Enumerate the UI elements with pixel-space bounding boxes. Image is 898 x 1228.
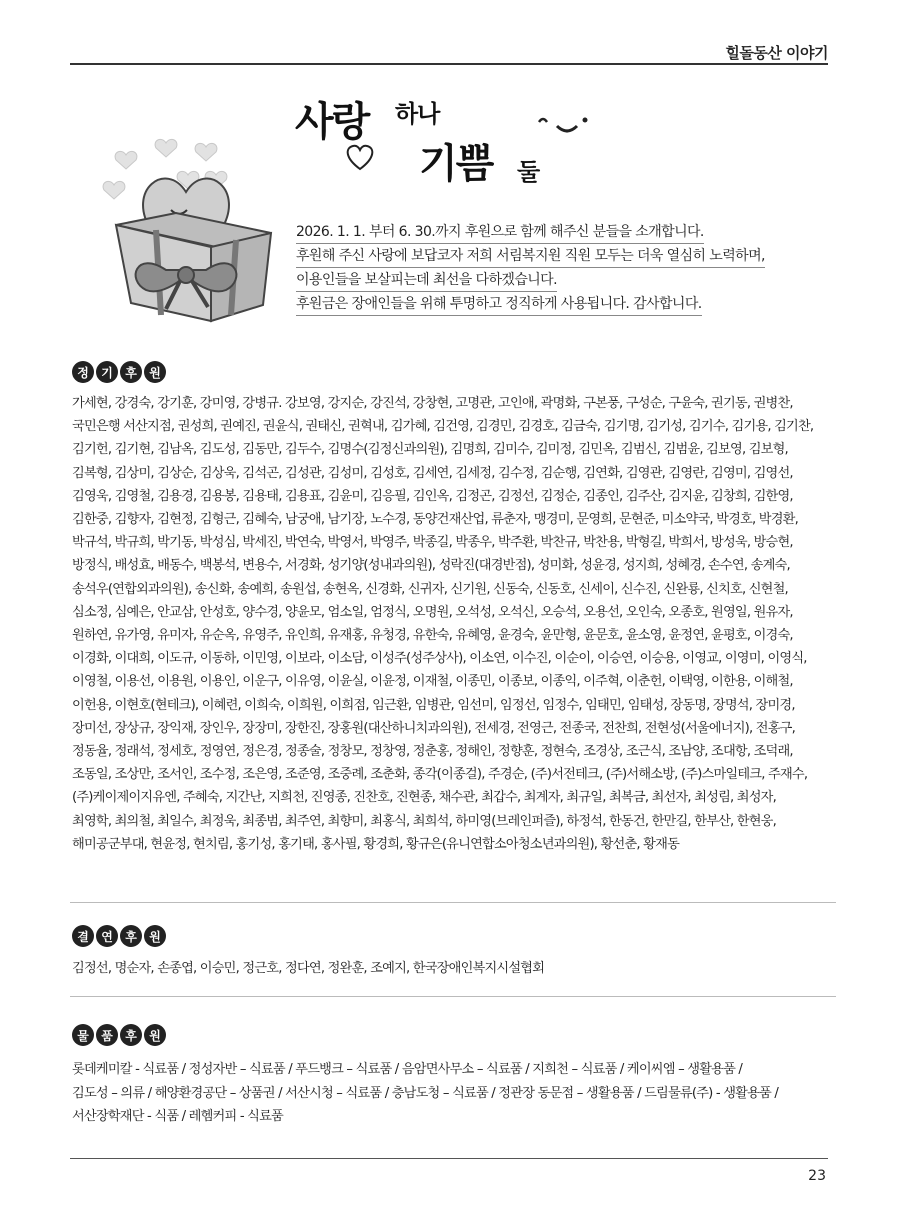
intro-line: 2026. 1. 1. 부터 6. 30.까지 후원으로 함께 해주신 분들을 소개합니다. xyxy=(296,223,704,244)
heading-badge: 연 xyxy=(96,925,118,947)
heading-badge: 품 xyxy=(96,1024,118,1046)
sponsorship-heading xyxy=(72,925,166,947)
donor-line: 김한중, 김향자, 김현정, 김형근, 김혜숙, 남궁애, 남기장, 노수경, 동양건재산업, 류춘자, 맹경미, 문영희, 문현준, 미소약국, 박경호, 박경환, xyxy=(72,512,798,528)
donor-line: (주)케이제이지유엔, 주혜숙, 지간난, 지희천, 진영종, 진찬호, 진현종, 채수관, 최갑수, 최계자, 최규일, 최복금, 최선자, 최성림, 최성자, xyxy=(72,790,777,806)
donor-line: 박규석, 박규희, 박기동, 박성심, 박세진, 박연숙, 박영서, 박영주, 박종길, 박종우, 박주환, 박찬규, 박찬용, 박형길, 박희서, 방성욱, 방승현, xyxy=(72,535,793,551)
donor-line: 이영철, 이용선, 이용원, 이용인, 이운구, 이유영, 이윤실, 이윤정, 이재철, 이종민, 이종보, 이종익, 이주혁, 이춘헌, 이택영, 이한용, 이해철, xyxy=(72,674,793,690)
sponsorship-list: 김정선, 명순자, 손종엽, 이승민, 정근호, 정다연, 정완훈, 조예지, 한국장애인복지시설협회 xyxy=(72,961,545,976)
heading-badge: 후 xyxy=(120,361,142,383)
donor-line: 장미선, 장상규, 장익재, 장인우, 장장미, 장한진, 장홍원(대산하니치과의원), 전세경, 전영근, 전종국, 전찬희, 전현성(서울에너지), 전홍구, xyxy=(72,720,796,736)
heading-badge: 원 xyxy=(144,361,166,383)
heading-badge: 물 xyxy=(72,1024,94,1046)
smile-face-icon xyxy=(535,110,595,140)
donor-line: 원하연, 유가영, 유미자, 유순옥, 유영주, 유인희, 유재홍, 유청경, 유한숙, 유혜영, 윤경숙, 윤만형, 윤문호, 윤소영, 윤정연, 윤평호, 이경숙, xyxy=(72,628,793,644)
regular-donation-heading xyxy=(72,361,166,383)
donor-line: 정동율, 정래석, 정세호, 정영연, 정은경, 정종술, 정창모, 정창영, 정춘홍, 정해인, 정향훈, 정현숙, 조경상, 조근식, 조남양, 조대항, 조덕래, xyxy=(72,744,793,760)
gift-box-illustration xyxy=(96,135,286,325)
heading-badge: 후 xyxy=(120,1024,142,1046)
title-word-love: 사랑 xyxy=(295,99,369,145)
donor-line: 김복형, 김상미, 김상순, 김상욱, 김석곤, 김성관, 김성미, 김성호, 김세연, 김세정, 김수정, 김순행, 김연화, 김영관, 김영란, 김영미, 김영선, xyxy=(72,465,793,481)
intro-paragraph xyxy=(296,223,836,319)
heading-badge: 결 xyxy=(72,925,94,947)
section-divider xyxy=(70,996,836,997)
page-number: 23 xyxy=(808,1168,826,1184)
goods-line: 롯데케미칼 - 식료품 / 정성자반 – 식료품 / 푸드뱅크 – 식료품 / 음암면사무소 – 식료품 / 지희천 – 식료품 / 케이씨엠 – 생활용품 / xyxy=(72,1062,743,1077)
donor-line: 이헌용, 이현호(현테크), 이혜련, 이희숙, 이희원, 이희점, 임근환, 임병관, 임선미, 임정선, 임정수, 임태민, 임태성, 장동명, 장명석, 장미경, xyxy=(72,697,795,713)
donor-line: 해미공군부대, 현윤정, 현치림, 홍기성, 홍기태, 홍사필, 황경희, 황규은(유니연합소아청소년과의원), 황선춘, 황재동 xyxy=(72,836,680,852)
donor-line: 국민은행 서산지점, 권성희, 권예진, 권윤식, 권태신, 권혁내, 김가혜, 김건영, 김경민, 김경호, 김금숙, 김기명, 김기성, 김기수, 김기용, 김기찬, xyxy=(72,419,814,435)
heading-badge: 원 xyxy=(144,1024,166,1046)
donor-line: 심소정, 심예은, 안교삼, 안성호, 양수경, 양윤모, 엄소일, 엄정식, 오명원, 오석성, 오석신, 오승석, 오용선, 오인숙, 오종호, 원영일, 원유자, xyxy=(72,604,793,620)
donor-line: 최영학, 최의철, 최일수, 최정욱, 최종범, 최주연, 최향미, 최홍식, 최희석, 하미영(브레인퍼즐), 하정석, 한동건, 한만길, 한부산, 한현웅, xyxy=(72,813,777,829)
goods-donor-list xyxy=(72,1058,830,1129)
donor-line: 가세현, 강경숙, 강기훈, 강미영, 강병규. 강보영, 강지순, 강진석, 강창현, 고명관, 고인애, 곽명화, 구본풍, 구성순, 구윤숙, 권기동, 권병찬, xyxy=(72,396,793,411)
heart-icon xyxy=(343,142,377,172)
donor-line: 김기헌, 김기현, 김남옥, 김도성, 김동만, 김두수, 김명수(김정신과의원), 김명희, 김미수, 김미정, 김민옥, 김범신, 김범윤, 김보영, 김보형, xyxy=(72,442,788,458)
heading-badge: 기 xyxy=(96,361,118,383)
goods-line: 김도성 – 의류 / 해양환경공단 – 상품권 / 서산시청 – 식료품 / 충남도청 – 식료품 / 정관장 동문점 – 생활용품 / 드림물류(주) - 생활용품 / xyxy=(72,1085,779,1101)
donor-line: 방정식, 배성효, 배동수, 백봉석, 변용수, 서경화, 성기양(성내과의원), 성락진(대경반점), 성미화, 성윤경, 성지희, 성혜경, 손수연, 송계숙, xyxy=(72,558,790,574)
section-divider xyxy=(70,902,836,903)
goods-donation-heading xyxy=(72,1024,166,1046)
heading-badge: 정 xyxy=(72,361,94,383)
donor-line: 송석우(연합외과의원), 송신화, 송예희, 송원섭, 송현옥, 신경화, 신귀자, 신기원, 신동숙, 신동호, 신세이, 신수진, 신완룡, 신치호, 신현철, xyxy=(72,581,788,597)
heading-badge: 후 xyxy=(120,925,142,947)
donor-line: 이경화, 이대희, 이도규, 이동하, 이민영, 이보라, 이소담, 이성주(성주상사), 이소연, 이수진, 이순이, 이승연, 이승용, 이영교, 이영미, 이영식, xyxy=(72,651,807,667)
footer-divider xyxy=(70,1158,828,1159)
donor-line: 조동일, 조상만, 조서인, 조수정, 조은영, 조준영, 조중례, 조춘화, 종각(이종걸), 주경순, (주)서전테크, (주)서해소방, (주)스마일테크, 주재수, xyxy=(72,767,808,783)
magazine-section-title: 힐돌동산 이야기 xyxy=(725,44,828,62)
header-divider xyxy=(70,63,828,65)
intro-line: 이용인들을 보살피는데 최선을 다하겠습니다. xyxy=(296,271,557,292)
title-word-one: 하나 xyxy=(395,100,440,128)
intro-line: 후원해 주신 사랑에 보답코자 저희 서림복지원 직원 모두는 더욱 열심히 노력하며, xyxy=(296,247,765,268)
title-word-two: 둘 xyxy=(517,158,540,186)
donor-line: 김영욱, 김영철, 김용경, 김용봉, 김용태, 김용표, 김윤미, 김응필, 김인옥, 김정곤, 김정선, 김정순, 김종인, 김주산, 김지윤, 김창희, 김한영, xyxy=(72,488,793,504)
title-word-joy: 기쁨 xyxy=(419,141,493,187)
goods-line: 서산장학재단 - 식품 / 레헴커피 - 식료품 xyxy=(72,1109,283,1124)
heading-badge: 원 xyxy=(144,925,166,947)
title-art xyxy=(295,90,615,200)
regular-donor-list xyxy=(72,392,830,856)
intro-line: 후원금은 장애인들을 위해 투명하고 정직하게 사용됩니다. 감사합니다. xyxy=(296,295,702,316)
